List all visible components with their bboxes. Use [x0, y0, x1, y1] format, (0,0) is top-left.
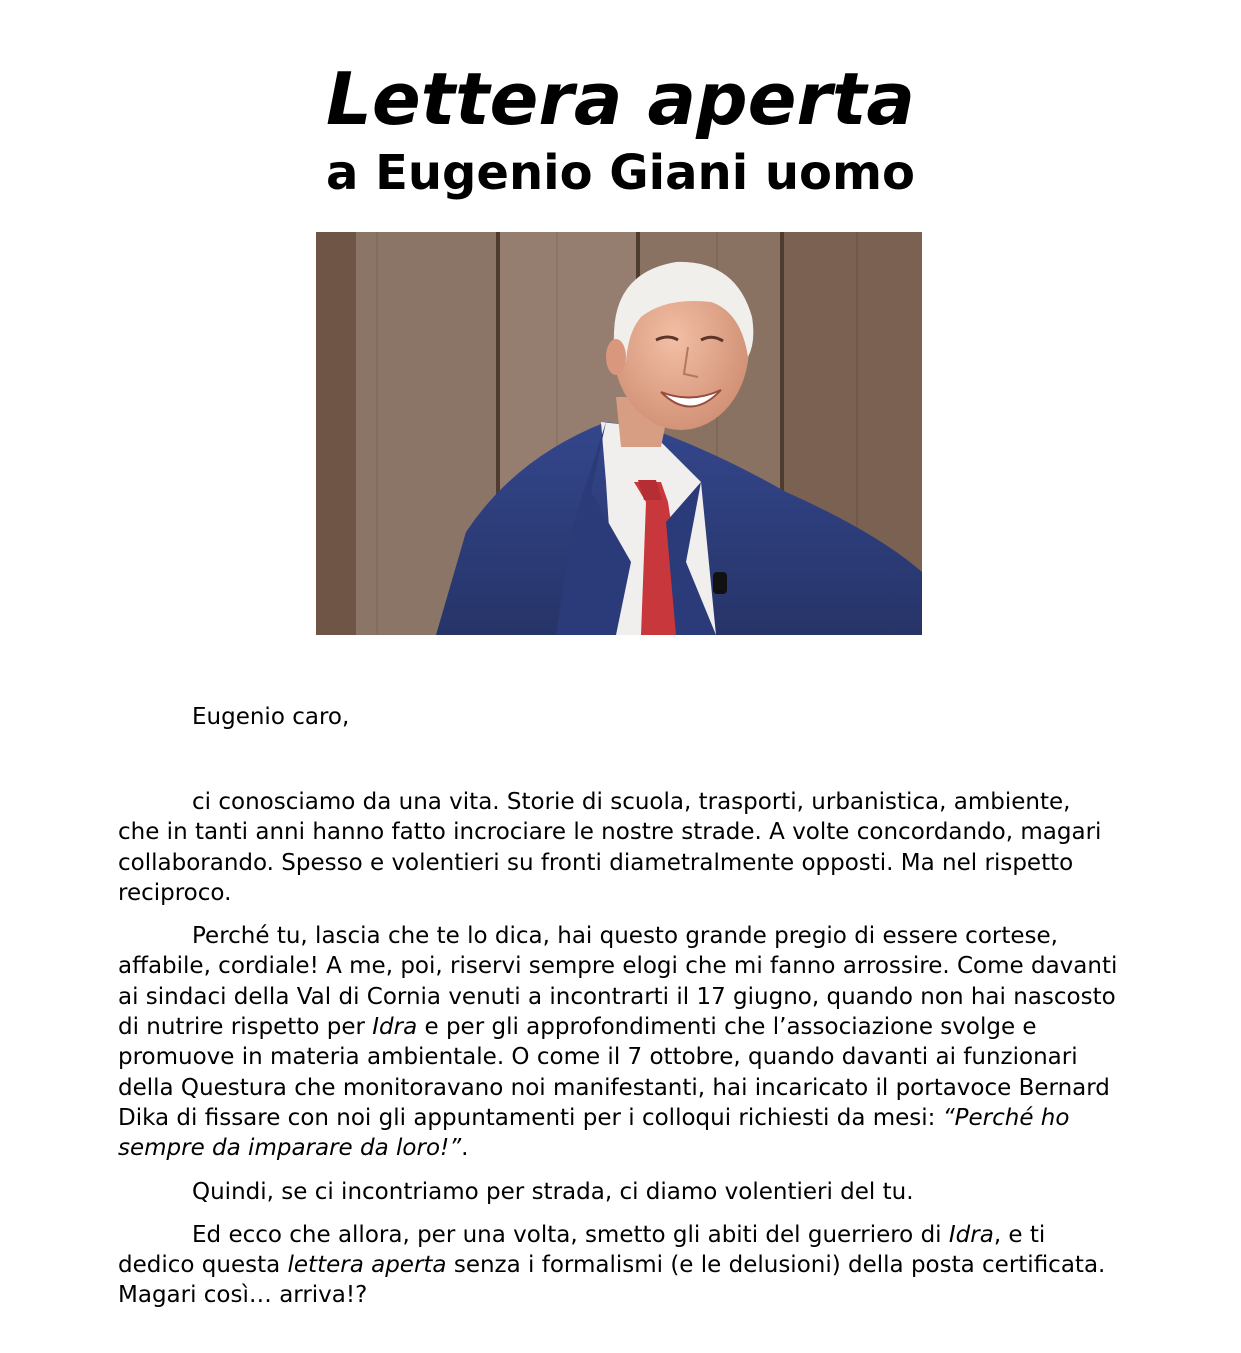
quote: “Perché ho sempre da imparare da loro!” — [118, 1104, 1070, 1162]
paragraph-4-part-c: senza i formalismi (e le delusioni) della posta certificata. Magari così… arriva!? — [118, 1252, 1106, 1309]
letter-greeting: Eugenio caro, — [192, 704, 350, 730]
page-subtitle: a Eugenio Giani uomo — [325, 145, 915, 201]
paragraph-4-part-b: , e ti dedico questa — [118, 1221, 1046, 1279]
paragraph-1: ci conosciamo da una vita. Storie di scuola, trasporti, urbanistica, ambiente, che in tanti anni hanno fatto incrociare le nostre strade. A volte concordando, magari collaborando. Spesso e volentieri su fronti diametralmente opposti. Ma nel rispetto reciproco. — [118, 789, 1102, 906]
paragraph-2-part-c: . — [461, 1135, 469, 1162]
paragraph-4 — [118, 1220, 1118, 1311]
idra-name: Idra — [372, 1014, 418, 1041]
portrait-photo — [316, 232, 922, 635]
lettera-aperta-phrase: lettera aperta — [287, 1252, 447, 1279]
letter-body — [118, 787, 1118, 1324]
paragraph-3: Quindi, se ci incontriamo per strada, ci diamo volentieri del tu. — [192, 1178, 914, 1205]
paragraph-4-part-a: Ed ecco che allora, per una volta, smetto gli abiti del guerriero di — [192, 1221, 949, 1248]
paragraph-2 — [118, 921, 1118, 1163]
idra-name: Idra — [948, 1221, 994, 1248]
paragraph-2-part-b: e per gli approfondimenti che l’associazione svolge e promuove in materia ambientale. O come il 7 ottobre, quando davanti ai funzionari della Questura che monitoravano noi manifestanti, hai incaricato il portavoce Bernard Dika di fissare con noi gli appuntamenti per i colloqui richiesti da mesi: — [118, 1014, 1110, 1131]
paragraph-2-part-a: Perché tu, lascia che te lo dica, hai questo grande pregio di essere cortese, affabile, cordiale! A me, poi, riservi sempre elogi che mi fanno arrossire. Come davanti ai sindaci della Val di Cornia venuti a incontrarti il 17 giugno, quando non hai nascosto di nutrire rispetto per — [118, 923, 1118, 1041]
page-title: Lettera aperta — [325, 57, 915, 141]
